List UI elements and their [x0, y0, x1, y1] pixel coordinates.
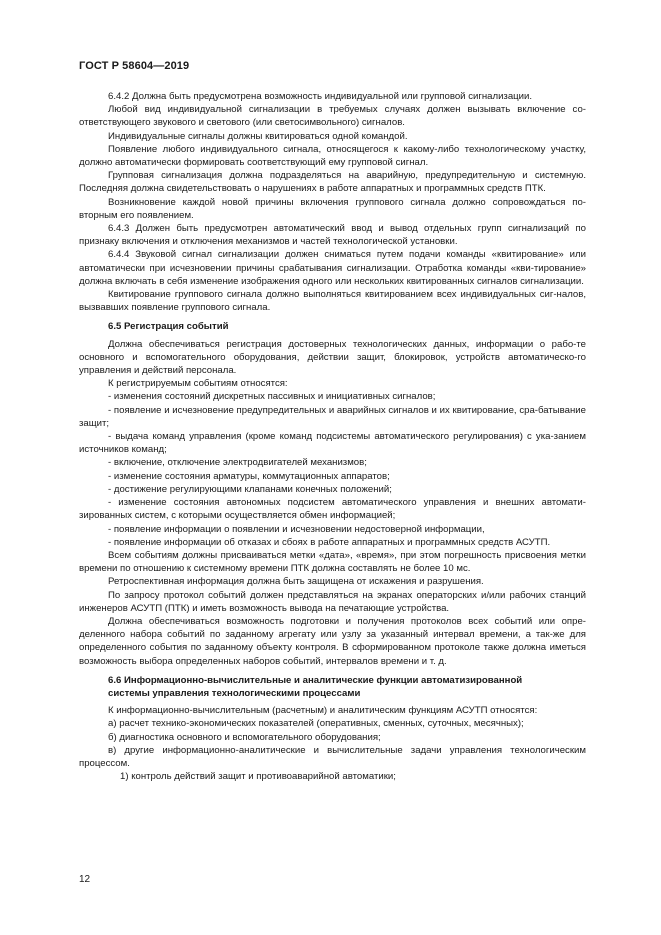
list-item: - включение, отключение электродвигателей механизмов;	[108, 457, 367, 469]
paragraph: Ретроспективная информация должна быть защищена от искажения и разрушения.	[108, 576, 484, 588]
paragraph: Должна обеспечиваться возможность подготовки и получения протоколов всех событий или опре-деленного набора событий по заданному агрегату или узлу за указанный интервал времени, а так-же для определенного события по заданному объекту контроля. В сформированном протоколе также должна иметься возможность выбора определенных наборов событий, интервалов времени и т. д.	[79, 615, 586, 667]
list-item: - выдача команд управления (кроме команд подсистемы автоматического регулирования) с ука-занием источников команд;	[79, 431, 586, 456]
paragraph: 6.4.2 Должна быть предусмотрена возможность индивидуальной или групповой сигнализации.	[108, 91, 533, 102]
paragraph: 6.4.3 Должен быть предусмотрен автоматический ввод и вывод отдельных групп сигнализаций по признаку включения и отключения механизмов и частей технологической установки.	[79, 223, 586, 248]
list-item: - появление информации о появлении и исчезновении недостоверной информации,	[108, 523, 485, 535]
paragraph: Возникновение каждой новой причины включения группового сигнала должно сопровождаться по-вторным его появлением.	[79, 196, 586, 221]
paragraph: Групповая сигнализация должна подразделяться на аварийную, предупредительную и системную. Последняя должна свидетельствовать о нарушениях в работе аппаратных и программных средств ПТК.	[79, 170, 586, 195]
list-item: - изменение состояния автономных подсистем автоматического управления и внешних автомати-зированных систем, с которыми осуществляется обмен информацией;	[79, 497, 586, 522]
list-item: - изменение состояния арматуры, коммутационных аппаратов;	[108, 470, 390, 482]
sub-list-item: 1) контроль действий защит и противоаварийной автоматики;	[120, 771, 396, 783]
section-title-6-5: 6.5 Регистрация событий	[108, 321, 229, 333]
paragraph: По запросу протокол событий должен представляться на экранах операторских и/или рабочих станций инженеров АСУТП (ПТК) и иметь возможность вывода на печатающие устройства.	[79, 589, 586, 614]
list-item: а) расчет технико-экономических показателей (оперативных, сменных, суточных, месячных);	[108, 718, 524, 730]
page-number: 12	[79, 874, 91, 885]
page-content	[79, 90, 586, 783]
paragraph: К информационно-вычислительным (расчетным) и аналитическим функциям АСУТП относятся:	[108, 705, 538, 717]
paragraph: Всем событиям должны присваиваться метки «дата», «время», при этом погрешность присвоения метки времени по отношению к системному времени ПТК должна составлять не более 10 мс.	[79, 549, 586, 575]
paragraph: Должна обеспечиваться регистрация достоверных технологических данных, информации о рабо-те основного и вспомогательного оборудования, действии защит, блокировок, устройств автоматическо-го управления и действий персонала.	[79, 338, 586, 377]
list-intro: К регистрируемым событиям относятся:	[108, 378, 288, 390]
list-item: - достижение регулирующими клапанами конечных положений;	[108, 483, 392, 495]
paragraph: Появление любого индивидуального сигнала, относящегося к какому-либо технологическому участку, должно автоматически формировать соответствующий ему групповой сигнал.	[79, 143, 586, 169]
section-title-line: 6.6 Информационно-вычислительные и аналитические функции автоматизированной	[108, 674, 523, 686]
list-item: - появление и исчезновение предупредительных и аварийных сигналов и их квитирование, сра-батывание защит;	[79, 404, 586, 429]
list-item: в) другие информационно-аналитические и вычислительные задачи управления технологическим процессом.	[79, 744, 586, 769]
section-title-line: системы управления технологическими процессами	[108, 687, 361, 699]
paragraph: 6.4.4 Звуковой сигнал сигнализации должен сниматься путем подачи команды «квитирование» или автоматически при исчезновении причины срабатывания сигнализации. Отработка команды «кви-тирование» должна включать в себя изменение изображения одного или нескольких квитированных сигналов сигнализации.	[79, 249, 586, 287]
section-title-6-6	[79, 674, 586, 700]
paragraph: Индивидуальные сигналы должны квитироваться одной командой.	[108, 130, 408, 142]
paragraph: Квитирование группового сигнала должно выполняться квитированием всех индивидуальных сиг-налов, вызвавших появление группового сигнала.	[79, 289, 586, 314]
paragraph: Любой вид индивидуальной сигнализации в требуемых случаях должен вызывать включение со-ответствующего звукового и светового (или светосимвольного) сигналов.	[79, 104, 586, 129]
list-item: - появление информации об отказах и сбоях в работе аппаратных и программных средств АСУТП.	[108, 536, 551, 548]
list-item: - изменения состояний дискретных пассивных и инициативных сигналов;	[108, 391, 436, 403]
list-item: б) диагностика основного и вспомогательного оборудования;	[108, 731, 381, 743]
document-header: ГОСТ Р 58604—2019	[79, 60, 190, 72]
